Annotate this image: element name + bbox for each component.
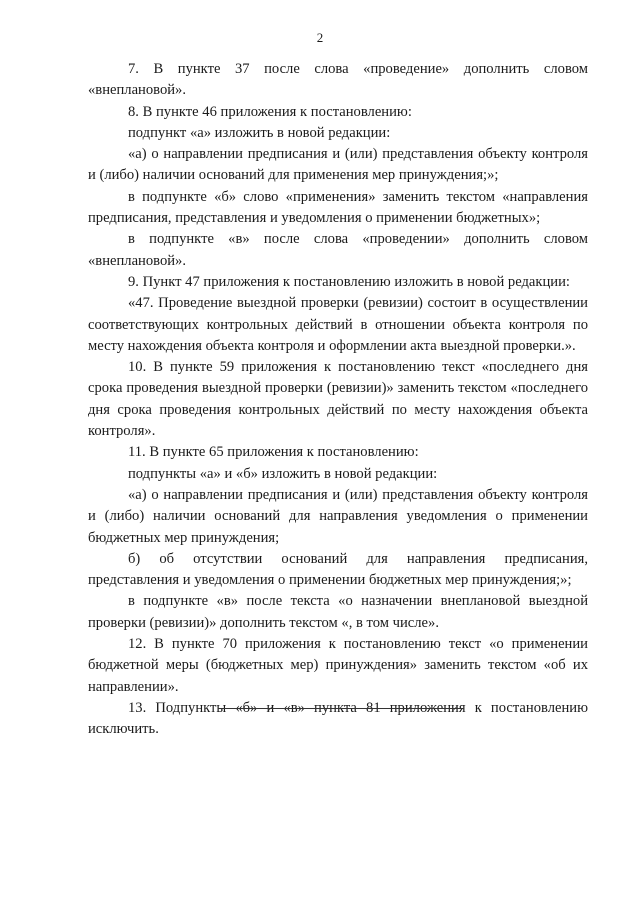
- paragraph-quote: б) об отсутствии оснований для направления предписания, представления и уведомления о применении бюджетных мер принуждения;»;: [88, 550, 588, 589]
- page-number: 2: [316, 30, 324, 45]
- paragraph-subitem: подпункт «а» изложить в новой редакции:: [128, 124, 391, 141]
- paragraph-subitem: в подпункте «в» после слова «проведении» дополнить словом «внеплановой».: [88, 231, 588, 269]
- paragraph-subitem: подпункты «а» и «б» изложить в новой редакции:: [128, 465, 438, 482]
- paragraph-item-12: 12. В пункте 70 приложения к постановлению текст «о применении бюджетной меры (бюджетных мер) принуждения» заменить текстом «об их направлении».: [88, 636, 588, 695]
- paragraph-quote: «а) о направлении предписания и (или) представления объекту контроля и (либо) наличии оснований для применения мер принуждения;»;: [88, 146, 588, 184]
- paragraph-subitem: в подпункте «в» после текста «о назначении внеплановой выездной проверки (ревизии)» дополнить текстом «, в том числе».: [88, 593, 588, 631]
- paragraph-item-8: 8. В пункте 46 приложения к постановлению:: [128, 103, 412, 120]
- document-body: [88, 59, 588, 741]
- paragraph-item-13: 13. Подпункты «б» и «в» пункта 81 приложения к постановлению исключить.: [88, 699, 588, 738]
- paragraph-item-7: 7. В пункте 37 после слова «проведение» дополнить словом «внеплановой».: [88, 61, 588, 99]
- paragraph-item-11: 11. В пункте 65 приложения к постановлению:: [128, 444, 419, 461]
- paragraph-item-9: 9. Пункт 47 приложения к постановлению изложить в новой редакции:: [128, 273, 570, 290]
- paragraph-quote: «47. Проведение выездной проверки (ревизии) состоит в осуществлении соответствующих контрольных действий в отношении объекта контроля по месту нахождения объекта контроля и оформлении акта выездной проверки.».: [88, 295, 588, 354]
- paragraph-quote: «а) о направлении предписания и (или) представления объекту контроля и (либо) наличии оснований для направления уведомления о применении бюджетных мер принуждения;: [88, 486, 588, 546]
- end-divider-line: [219, 708, 463, 709]
- paragraph-item-10: 10. В пункте 59 приложения к постановлению текст «последнего дня срока проведения выездной проверки (ревизии)» заменить текстом «последнего дня срока проведения контрольных действий по месту нахождения объекта контроля».: [88, 359, 588, 440]
- paragraph-subitem: в подпункте «б» слово «применения» заменить текстом «направления предписания, представления и уведомления о применении бюджетных»;: [88, 188, 588, 227]
